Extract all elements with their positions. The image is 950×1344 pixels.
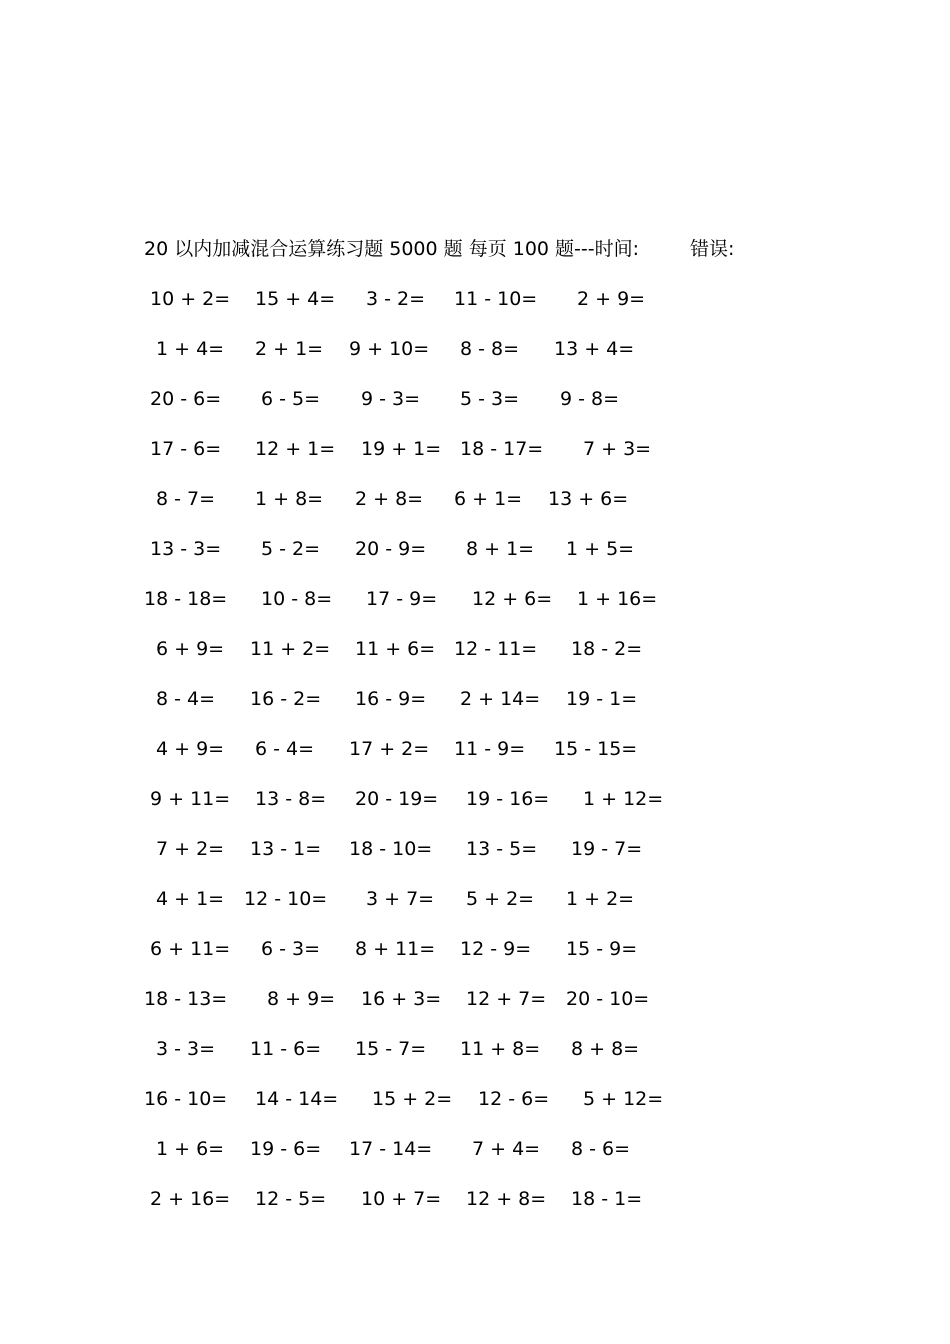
problem-item: 18 - 18=	[144, 588, 228, 610]
problem-item: 5 - 2=	[261, 538, 321, 560]
problem-item: 2 + 14=	[460, 688, 541, 710]
problem-item: 12 + 8=	[466, 1188, 547, 1210]
problem-item: 5 + 12=	[583, 1088, 664, 1110]
problem-item: 18 - 2=	[571, 638, 643, 660]
problem-item: 11 - 9=	[454, 738, 526, 760]
problem-item: 19 + 1=	[361, 438, 442, 460]
problem-item: 16 - 2=	[250, 688, 322, 710]
problem-item: 2 + 16=	[150, 1188, 231, 1210]
problem-item: 2 + 8=	[355, 488, 424, 510]
problem-item: 9 - 8=	[560, 388, 620, 410]
problem-item: 13 - 3=	[150, 538, 222, 560]
problem-item: 7 + 2=	[156, 838, 225, 860]
problem-item: 6 + 9=	[156, 638, 225, 660]
problem-item: 8 - 6=	[571, 1138, 631, 1160]
problem-item: 18 - 1=	[571, 1188, 643, 1210]
problem-item: 20 - 10=	[566, 988, 650, 1010]
problem-item: 8 + 11=	[355, 938, 436, 960]
problem-item: 10 + 7=	[361, 1188, 442, 1210]
problem-item: 15 - 9=	[566, 938, 638, 960]
problem-item: 5 + 2=	[466, 888, 535, 910]
problem-item: 14 - 14=	[255, 1088, 339, 1110]
problem-item: 11 + 6=	[355, 638, 436, 660]
problem-item: 9 - 3=	[361, 388, 421, 410]
problem-item: 17 - 6=	[150, 438, 222, 460]
problem-item: 3 + 7=	[366, 888, 435, 910]
problem-item: 16 - 9=	[355, 688, 427, 710]
problem-item: 18 - 13=	[144, 988, 228, 1010]
problem-item: 1 + 5=	[566, 538, 635, 560]
problem-item: 18 - 10=	[349, 838, 433, 860]
problem-item: 12 + 7=	[466, 988, 547, 1010]
problem-item: 6 - 3=	[261, 938, 321, 960]
problem-item: 7 + 3=	[583, 438, 652, 460]
problem-item: 6 + 1=	[454, 488, 523, 510]
problem-item: 19 - 7=	[571, 838, 643, 860]
problem-item: 13 + 4=	[554, 338, 635, 360]
problem-item: 6 + 11=	[150, 938, 231, 960]
problem-item: 19 - 6=	[250, 1138, 322, 1160]
problem-item: 12 - 9=	[460, 938, 532, 960]
problem-item: 17 + 2=	[349, 738, 430, 760]
problem-item: 12 - 6=	[478, 1088, 550, 1110]
problem-item: 13 + 6=	[548, 488, 629, 510]
problem-item: 10 - 8=	[261, 588, 333, 610]
problem-item: 6 - 5=	[261, 388, 321, 410]
problem-item: 1 + 4=	[156, 338, 225, 360]
problem-item: 10 + 2=	[150, 288, 231, 310]
problem-item: 15 + 4=	[255, 288, 336, 310]
problem-item: 18 - 17=	[460, 438, 544, 460]
problem-item: 9 + 10=	[349, 338, 430, 360]
problem-item: 11 + 2=	[250, 638, 331, 660]
problem-item: 8 + 1=	[466, 538, 535, 560]
problem-item: 2 + 9=	[577, 288, 646, 310]
problem-item: 1 + 16=	[577, 588, 658, 610]
problem-item: 16 - 10=	[144, 1088, 228, 1110]
problem-item: 19 - 1=	[566, 688, 638, 710]
problem-item: 9 + 11=	[150, 788, 231, 810]
problem-item: 5 - 3=	[460, 388, 520, 410]
worksheet-title: 20 以内加减混合运算练习题 5000 题 每页 100 题---时间:	[144, 238, 640, 260]
problem-item: 12 - 11=	[454, 638, 538, 660]
problem-item: 8 + 9=	[267, 988, 336, 1010]
problem-item: 11 - 10=	[454, 288, 538, 310]
problem-item: 1 + 8=	[255, 488, 324, 510]
problem-item: 4 + 9=	[156, 738, 225, 760]
problem-item: 11 - 6=	[250, 1038, 322, 1060]
problem-item: 12 + 1=	[255, 438, 336, 460]
problem-item: 15 - 15=	[554, 738, 638, 760]
problem-item: 8 + 8=	[571, 1038, 640, 1060]
problem-item: 12 + 6=	[472, 588, 553, 610]
problem-item: 16 + 3=	[361, 988, 442, 1010]
problem-item: 2 + 1=	[255, 338, 324, 360]
problem-item: 13 - 1=	[250, 838, 322, 860]
problem-item: 1 + 12=	[583, 788, 664, 810]
problem-item: 8 - 7=	[156, 488, 216, 510]
problem-item: 15 - 7=	[355, 1038, 427, 1060]
problem-item: 3 - 3=	[156, 1038, 216, 1060]
problem-item: 17 - 14=	[349, 1138, 433, 1160]
error-count-label: 错误:	[690, 238, 735, 260]
problem-item: 13 - 5=	[466, 838, 538, 860]
problem-item: 7 + 4=	[472, 1138, 541, 1160]
problem-item: 8 - 8=	[460, 338, 520, 360]
problem-item: 20 - 9=	[355, 538, 427, 560]
problem-item: 17 - 9=	[366, 588, 438, 610]
problem-item: 4 + 1=	[156, 888, 225, 910]
problem-item: 1 + 2=	[566, 888, 635, 910]
problem-item: 15 + 2=	[372, 1088, 453, 1110]
problem-item: 3 - 2=	[366, 288, 426, 310]
problem-item: 13 - 8=	[255, 788, 327, 810]
problem-item: 1 + 6=	[156, 1138, 225, 1160]
problem-item: 19 - 16=	[466, 788, 550, 810]
problem-item: 20 - 6=	[150, 388, 222, 410]
problem-item: 20 - 19=	[355, 788, 439, 810]
problem-item: 12 - 10=	[244, 888, 328, 910]
problem-item: 6 - 4=	[255, 738, 315, 760]
problem-item: 12 - 5=	[255, 1188, 327, 1210]
problem-item: 8 - 4=	[156, 688, 216, 710]
problem-item: 11 + 8=	[460, 1038, 541, 1060]
